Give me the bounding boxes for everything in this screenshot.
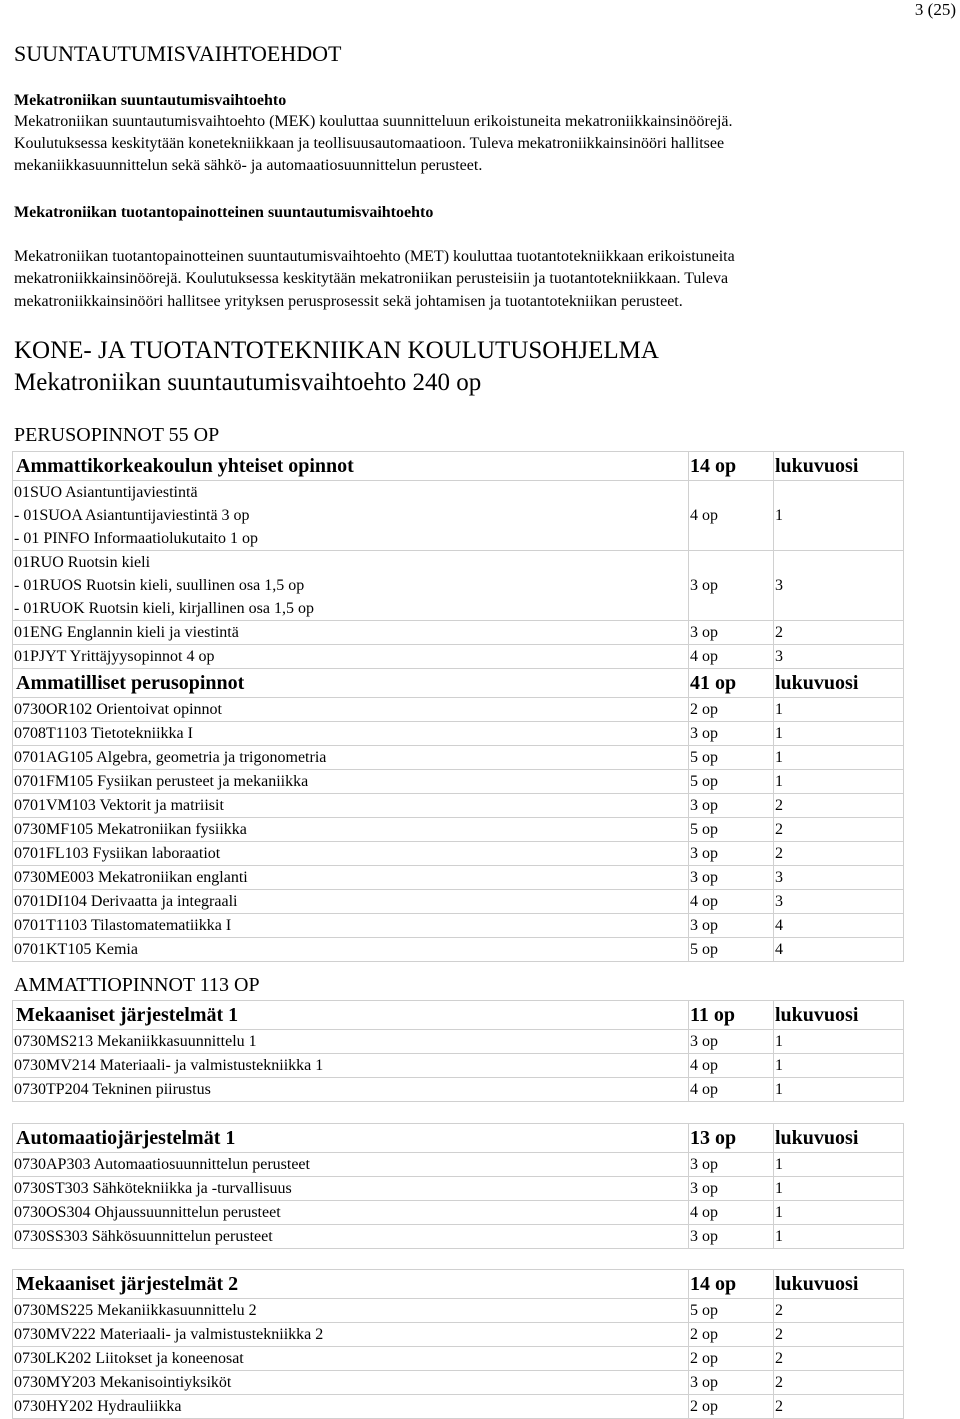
course-op: 5 op <box>689 746 774 770</box>
table-row <box>13 621 904 645</box>
course-op: 4 op <box>689 481 774 551</box>
course-name: 0730ST303 Sähkötekniikka ja -turvallisuus <box>13 1177 689 1201</box>
course-year: 2 <box>774 1371 904 1395</box>
course-name: 0730MS213 Mekaniikkasuunnittelu 1 <box>13 1030 689 1054</box>
course-year: 2 <box>774 1395 904 1419</box>
course-op: 4 op <box>689 645 774 669</box>
group-name: Ammattikorkeakoulun yhteiset opinnot <box>13 452 689 481</box>
course-name: 01PJYT Yrittäjyysopinnot 4 op <box>13 645 689 669</box>
course-name: 0701FL103 Fysiikan laboraatiot <box>13 842 689 866</box>
group-name: Automaatiojärjestelmät 1 <box>13 1124 689 1153</box>
group-name: Ammatilliset perusopinnot <box>13 669 689 698</box>
table-row <box>13 481 904 551</box>
course-name: - 01RUOK Ruotsin kieli, kirjallinen osa 1,5 op <box>14 600 314 617</box>
course-op: 3 op <box>689 842 774 866</box>
table-row <box>13 1323 904 1347</box>
group-op: 13 op <box>689 1124 774 1153</box>
course-year: 1 <box>774 770 904 794</box>
group-year-label: lukuvuosi <box>774 452 904 481</box>
table-row <box>13 1347 904 1371</box>
met-heading: Mekatroniikan tuotantopainotteinen suuntautumisvaihtoehto <box>14 204 434 221</box>
course-year: 2 <box>774 1323 904 1347</box>
table-row <box>13 746 904 770</box>
program-subtitle: Mekatroniikan suuntautumisvaihtoehto 240 op <box>14 369 482 396</box>
table-row <box>13 1030 904 1054</box>
met-line-3: mekatroniikkainsinööri hallitsee yrityksen perusprosessit sekä johtamisen ja tuotantotekniikan perusteet. <box>14 293 683 310</box>
group-year-label: lukuvuosi <box>774 1270 904 1299</box>
course-name: 0730MY203 Mekanisointiyksiköt <box>13 1371 689 1395</box>
course-year: 1 <box>774 1153 904 1177</box>
page-title: SUUNTAUTUMISVAIHTOEHDOT <box>14 41 342 66</box>
ammatti-group-table <box>12 1269 904 1419</box>
mek-heading: Mekatroniikan suuntautumisvaihtoehto <box>14 92 287 109</box>
course-year: 2 <box>774 818 904 842</box>
course-op: 2 op <box>689 1395 774 1419</box>
page-number: 3 (25) <box>914 0 956 19</box>
table-row <box>13 794 904 818</box>
course-year: 3 <box>774 645 904 669</box>
course-name: - 01RUOS Ruotsin kieli, suullinen osa 1,5 op <box>14 577 305 594</box>
table-row <box>13 551 904 621</box>
course-list <box>13 698 904 962</box>
mek-line-2: Koulutuksessa keskitytään konetekniikkaan ja teollisuusautomaatioon. Tuleva mekatroniikkainsinööri hallitsee <box>14 135 725 152</box>
course-name: 0708T1103 Tietotekniikka I <box>13 722 689 746</box>
course-name: 0730HY202 Hydrauliikka <box>13 1395 689 1419</box>
table-row <box>13 1078 904 1102</box>
group-year-label: lukuvuosi <box>774 1001 904 1030</box>
course-op: 3 op <box>689 1030 774 1054</box>
group-year-label: lukuvuosi <box>774 1124 904 1153</box>
course-year: 1 <box>774 698 904 722</box>
course-name: 01RUO Ruotsin kieli <box>14 554 151 571</box>
course-op: 3 op <box>689 794 774 818</box>
course-name: 0730MV222 Materiaali- ja valmistustekniikka 2 <box>13 1323 689 1347</box>
table-row <box>13 645 904 669</box>
course-op: 2 op <box>689 1347 774 1371</box>
table-row <box>13 866 904 890</box>
group-name: Mekaaniset järjestelmät 1 <box>13 1001 689 1030</box>
ammatti-group-table <box>12 1000 904 1102</box>
course-name: 0701VM103 Vektorit ja matriisit <box>13 794 689 818</box>
table-row <box>13 1177 904 1201</box>
group-name: Mekaaniset järjestelmät 2 <box>13 1270 689 1299</box>
course-year: 2 <box>774 621 904 645</box>
course-op: 4 op <box>689 1078 774 1102</box>
course-op: 5 op <box>689 1299 774 1323</box>
course-name: 0701KT105 Kemia <box>13 938 689 962</box>
course-year: 2 <box>774 1299 904 1323</box>
course-op: 4 op <box>689 1054 774 1078</box>
course-name: 0701T1103 Tilastomatematiikka I <box>13 914 689 938</box>
table-row <box>13 1371 904 1395</box>
course-op: 3 op <box>689 551 774 621</box>
group-header <box>13 1270 904 1299</box>
perus-table <box>12 451 904 962</box>
course-name: 01SUO Asiantuntijaviestintä <box>14 484 198 501</box>
course-name: 0701DI104 Derivaatta ja integraali <box>13 890 689 914</box>
group-year-label: lukuvuosi <box>774 669 904 698</box>
met-line-2: mekatroniikkainsinöörejä. Koulutuksessa keskitytään mekatroniikan perusteisiin ja tuotantotekniikkaan. Tuleva <box>14 270 729 287</box>
table-row <box>13 890 904 914</box>
table-row <box>13 770 904 794</box>
course-op: 3 op <box>689 866 774 890</box>
course-name: 0730OS304 Ohjaussuunnittelun perusteet <box>13 1201 689 1225</box>
group-header <box>13 1001 904 1030</box>
group-header <box>13 1124 904 1153</box>
course-op: 4 op <box>689 890 774 914</box>
group-op: 14 op <box>689 452 774 481</box>
course-op: 3 op <box>689 1371 774 1395</box>
group-op: 41 op <box>689 669 774 698</box>
table-row <box>13 842 904 866</box>
mek-line-1: Mekatroniikan suuntautumisvaihtoehto (MEK) kouluttaa suunnitteluun erikoistuneita mekatroniikkainsinöörejä. <box>14 113 733 130</box>
course-op: 3 op <box>689 621 774 645</box>
course-year: 3 <box>774 866 904 890</box>
group-header <box>13 452 904 481</box>
table-row <box>13 1153 904 1177</box>
course-name: 0730MS225 Mekaniikkasuunnittelu 2 <box>13 1299 689 1323</box>
course-year: 1 <box>774 481 904 551</box>
course-name: 0730MV214 Materiaali- ja valmistustekniikka 1 <box>13 1054 689 1078</box>
course-year: 4 <box>774 938 904 962</box>
group-header <box>13 669 904 698</box>
course-op: 3 op <box>689 1225 774 1249</box>
ammatti-group-table <box>12 1123 904 1249</box>
met-line-1: Mekatroniikan tuotantopainotteinen suuntautumisvaihtoehto (MET) kouluttaa tuotantotekniikkaan erikoistuneita <box>14 248 735 265</box>
course-name: 0701AG105 Algebra, geometria ja trigonometria <box>13 746 689 770</box>
table-row <box>13 818 904 842</box>
course-year: 3 <box>774 551 904 621</box>
course-name: - 01SUOA Asiantuntijaviestintä 3 op <box>14 507 250 524</box>
course-op: 5 op <box>689 770 774 794</box>
course-year: 3 <box>774 890 904 914</box>
program-title: KONE- JA TUOTANTOTEKNIIKAN KOULUTUSOHJELMA <box>14 337 659 364</box>
course-op: 3 op <box>689 722 774 746</box>
table-row <box>13 914 904 938</box>
course-name: 0730LK202 Liitokset ja koneenosat <box>13 1347 689 1371</box>
table-row <box>13 698 904 722</box>
course-name: 0730OR102 Orientoivat opinnot <box>13 698 689 722</box>
course-op: 4 op <box>689 1201 774 1225</box>
table-row <box>13 722 904 746</box>
course-name: 0701FM105 Fysiikan perusteet ja mekaniikka <box>13 770 689 794</box>
course-year: 4 <box>774 914 904 938</box>
course-year: 1 <box>774 1177 904 1201</box>
mek-line-3: mekaniikkasuunnittelun sekä sähkö- ja automaatiosuunnittelun perusteet. <box>14 157 483 174</box>
course-op: 3 op <box>689 1153 774 1177</box>
course-year: 2 <box>774 1347 904 1371</box>
perus-heading: PERUSOPINNOT 55 OP <box>14 424 220 446</box>
course-year: 2 <box>774 842 904 866</box>
course-name: 0730ME003 Mekatroniikan englanti <box>13 866 689 890</box>
course-year: 1 <box>774 1078 904 1102</box>
course-name: 0730MF105 Mekatroniikan fysiikka <box>13 818 689 842</box>
group-op: 11 op <box>689 1001 774 1030</box>
course-op: 3 op <box>689 914 774 938</box>
course-name: 0730SS303 Sähkösuunnittelun perusteet <box>13 1225 689 1249</box>
table-row <box>13 1395 904 1419</box>
course-year: 2 <box>774 794 904 818</box>
course-year: 1 <box>774 1030 904 1054</box>
course-name: - 01 PINFO Informaatiolukutaito 1 op <box>14 530 258 547</box>
table-row <box>13 1054 904 1078</box>
course-year: 1 <box>774 746 904 770</box>
course-year: 1 <box>774 1225 904 1249</box>
table-row <box>13 1225 904 1249</box>
course-op: 5 op <box>689 818 774 842</box>
ammatti-heading: AMMATTIOPINNOT 113 OP <box>14 974 260 996</box>
table-row <box>13 1299 904 1323</box>
course-name: 01ENG Englannin kieli ja viestintä <box>13 621 689 645</box>
table-row <box>13 1201 904 1225</box>
course-year: 1 <box>774 1054 904 1078</box>
table-row <box>13 938 904 962</box>
course-op: 3 op <box>689 1177 774 1201</box>
course-op: 5 op <box>689 938 774 962</box>
course-year: 1 <box>774 1201 904 1225</box>
group-op: 14 op <box>689 1270 774 1299</box>
course-op: 2 op <box>689 1323 774 1347</box>
course-year: 1 <box>774 722 904 746</box>
course-op: 2 op <box>689 698 774 722</box>
course-name: 0730TP204 Tekninen piirustus <box>13 1078 689 1102</box>
course-name: 0730AP303 Automaatiosuunnittelun perusteet <box>13 1153 689 1177</box>
